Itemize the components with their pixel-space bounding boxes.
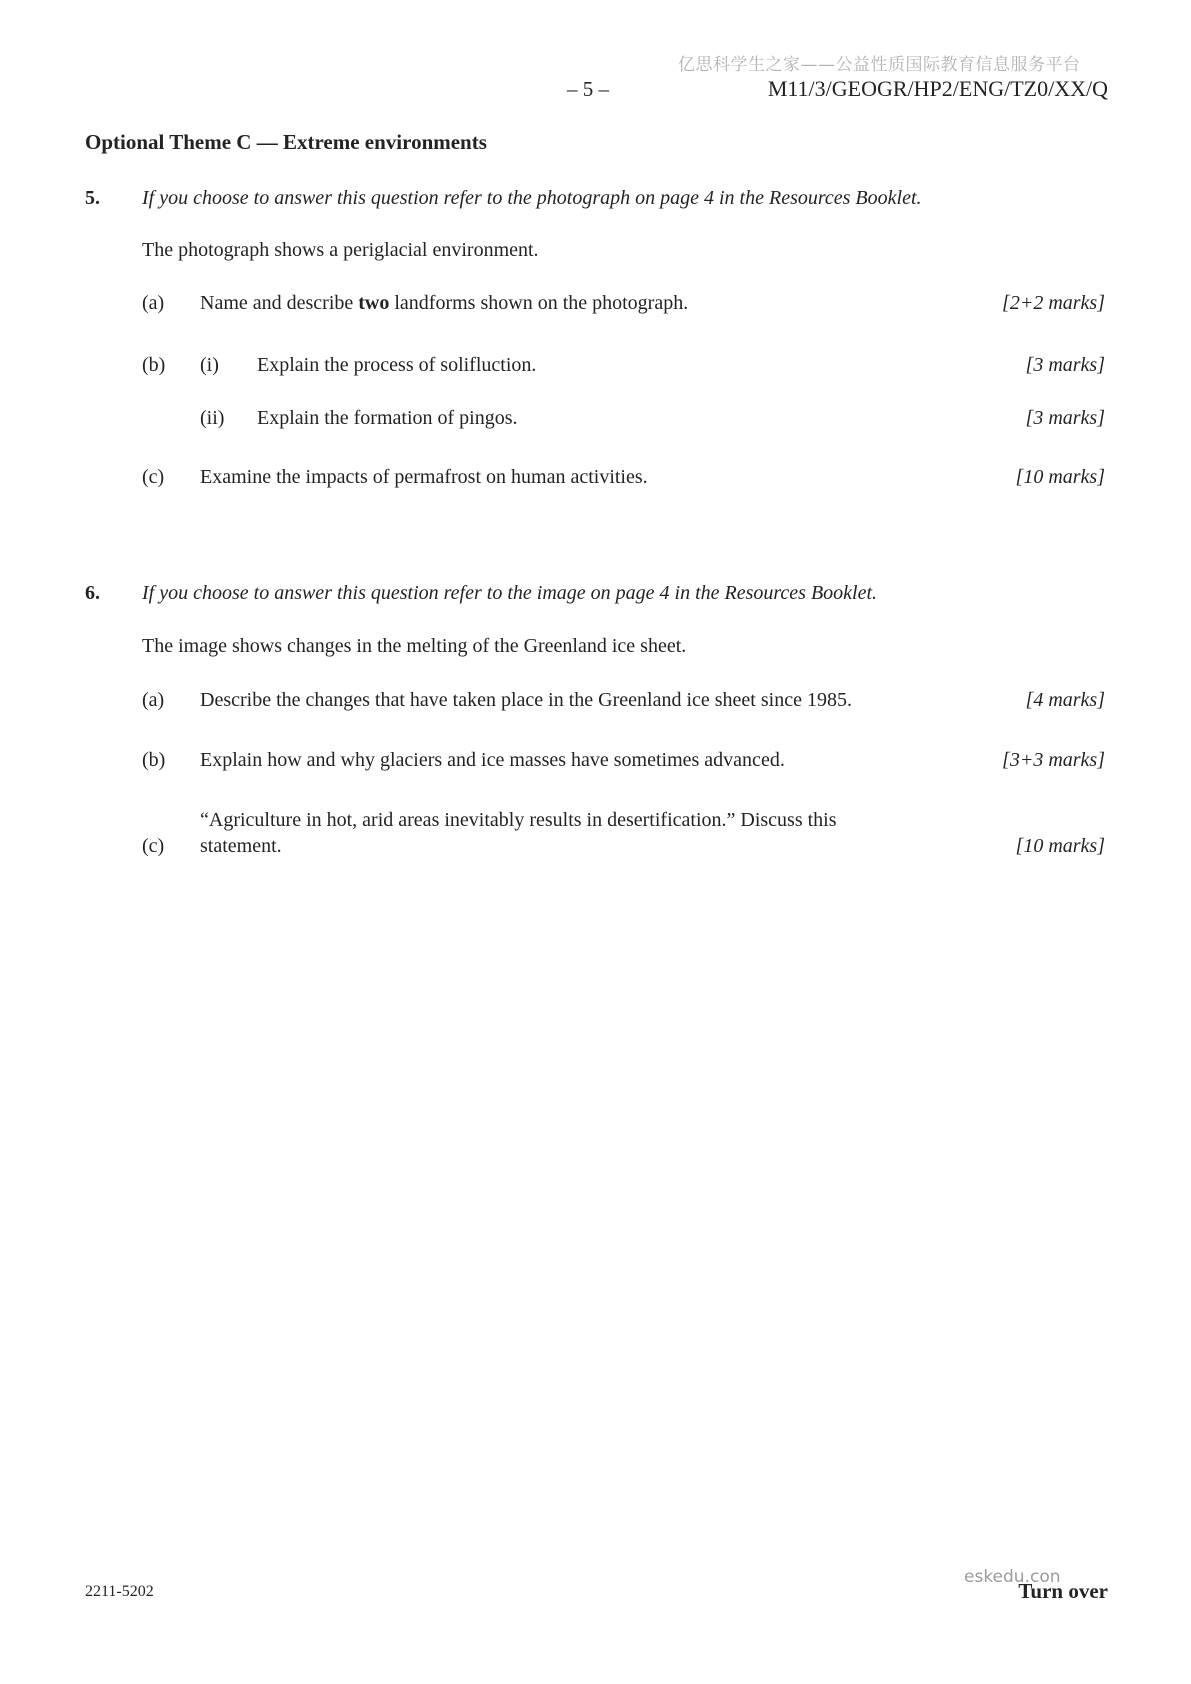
question-5-description: [85, 237, 1105, 263]
question-5-part-a: [85, 290, 1105, 316]
marks-label: [3+3 marks]: [1002, 749, 1105, 771]
part-text: Explain the process of solifluction.: [257, 354, 537, 376]
question-6-part-b: [85, 747, 1105, 773]
part-label: (b): [142, 354, 166, 376]
part-text: Examine the impacts of permafrost on human activities.: [200, 466, 648, 488]
question-description-text: The image shows changes in the melting of the Greenland ice sheet.: [142, 635, 687, 657]
marks-label: [10 marks]: [1015, 466, 1105, 488]
part-text-line-1: “Agriculture in hot, arid areas inevitably results in desertification.” Discuss this: [200, 809, 837, 831]
page-content: [85, 129, 1105, 859]
part-text-post: landforms shown on the photograph.: [389, 292, 689, 314]
part-text-line-2: statement.: [200, 835, 282, 857]
question-intro-text: If you choose to answer this question refer to the image on page 4 in the Resources Booklet.: [142, 582, 878, 604]
document-code: 2211-5202: [85, 1583, 154, 1600]
page-number: – 5 –: [567, 77, 609, 101]
part-text: [200, 807, 1004, 859]
subpart-label: (i): [200, 354, 219, 376]
part-label: (c): [142, 466, 165, 488]
question-description-text: The photograph shows a periglacial environment.: [142, 239, 539, 261]
question-5-part-b-i: [85, 352, 1105, 378]
paper-code: M11/3/GEOGR/HP2/ENG/TZ0/XX/Q: [767, 76, 1108, 101]
chinese-watermark: 亿思科学生之家——公益性质国际教育信息服务平台: [678, 55, 1081, 75]
question-5-intro: [85, 185, 1105, 211]
question-6-description: [85, 633, 1105, 659]
marks-label: [2+2 marks]: [1002, 292, 1105, 314]
turn-over-label: Turn over: [1018, 1579, 1108, 1603]
part-label: (c): [142, 835, 165, 857]
part-label: (b): [142, 749, 166, 771]
part-label: (a): [142, 292, 165, 314]
question-number: 6.: [85, 582, 100, 604]
marks-label: [3 marks]: [1025, 407, 1105, 429]
section-title: Optional Theme C — Extreme environments: [85, 130, 487, 154]
question-6-part-c: [85, 807, 1105, 859]
part-label: (a): [142, 689, 165, 711]
part-text: [200, 290, 990, 316]
marks-label: [10 marks]: [1015, 835, 1105, 857]
question-intro-text: If you choose to answer this question refer to the photograph on page 4 in the Resources Booklet.: [142, 187, 922, 209]
part-text-pre: Name and describe: [200, 292, 359, 314]
part-text: Explain how and why glaciers and ice masses have sometimes advanced.: [200, 749, 785, 771]
question-6-intro: [85, 580, 1105, 606]
question-5-part-c: [85, 464, 1105, 490]
part-text-bold: two: [358, 292, 390, 314]
marks-label: [3 marks]: [1025, 354, 1105, 376]
question-5-part-b-ii: [85, 405, 1105, 431]
part-text: Explain the formation of pingos.: [257, 407, 518, 429]
part-text: Describe the changes that have taken place in the Greenland ice sheet since 1985.: [200, 689, 852, 711]
subpart-label: (ii): [200, 407, 225, 429]
marks-label: [4 marks]: [1025, 689, 1105, 711]
question-6-part-a: [85, 687, 1105, 713]
eskedu-watermark: eskedu.con: [964, 1567, 1061, 1587]
question-number: 5.: [85, 187, 100, 209]
